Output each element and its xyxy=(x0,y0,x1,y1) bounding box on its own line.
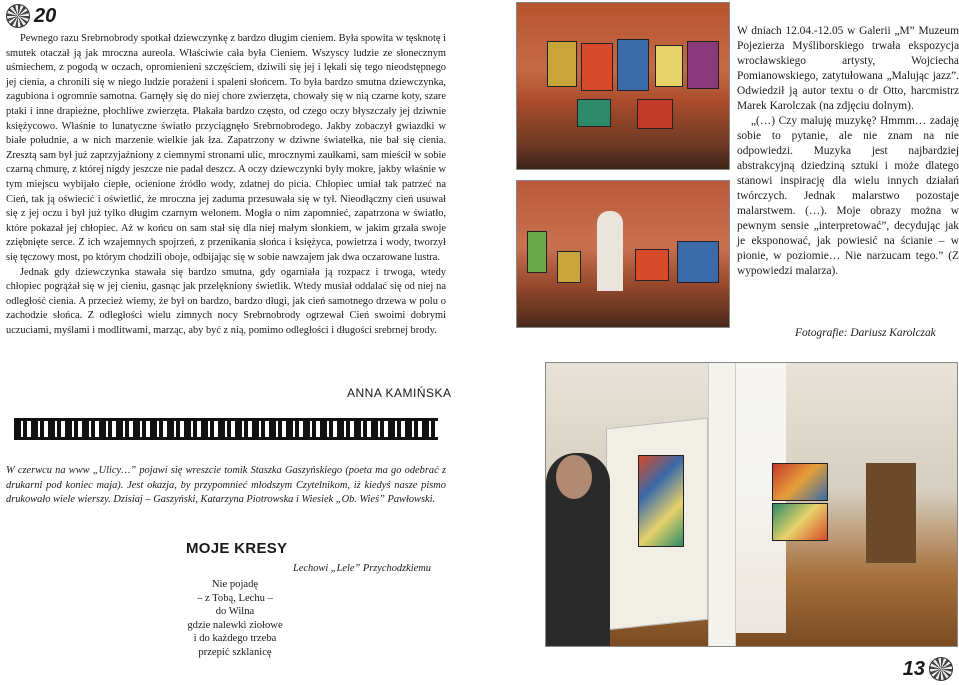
decorative-ornament-divider xyxy=(14,418,438,440)
page-number-left xyxy=(6,4,56,28)
story-author: ANNA KAMIŃSKA xyxy=(347,386,452,400)
poem-line: – z Tobą, Lechu – xyxy=(197,592,273,604)
poem-line: przepić szklanicę xyxy=(198,646,272,658)
page-number-text: 20 xyxy=(34,4,57,27)
gallery-photo-bottom xyxy=(545,362,958,647)
story-paragraph: Jednak gdy dziewczynka stawała się bardzo smutna, gdy ogarniała ją rozpacz i trwoga, wtedy chłopiec pogrążał się w jej cieniu, gasnąc jak przelękniony świetlik. Wtedy musiał oddalać się od niej na odległość cienia. A przecież wiemy, że był on bardzo, bardzo długi, jak cień samotnego drzewa w polu o zachodzie słońca. Z odległości wielu zimnych nocy Srebrnobrody ogrzewał Cień swoimi dobrymi uczuciami, myślami i modlitwami, marząc, aby być z nią, pomimo odległości i długości srebrnej brody. xyxy=(6,266,446,336)
poetry-intro: W czerwcu na www „Ulicy…” pojawi się wreszcie tomik Staszka Gaszyńskiego (poeta ma go odebrać z drukarni pod koniec maja). Jest okazja, by przypomnieć młodszym Czytelnikom, iż kiedyś nasze pismo drukowało wiele wierszy. Dzisiaj – Gaszyński, Katarzyna Piotrowska i Wiesiek „Ob. Wieś” Pawłowski. xyxy=(6,465,446,506)
poem-line: i do każdego trzeba xyxy=(193,633,277,645)
story-paragraph: Pewnego razu Srebrnobrody spotkał dziewczynkę z bardzo długim cieniem. Była spowita w tęsknotę i smutek otaczał ją jak mroczna aureola. Właściwie cała była Cieniem. Wszyscy ludzie ze słonecznym uśmiechem, z pogodą w oczach, opromienieni szczęściem, dziwili się jej i lękali się tego nieodstępnego jej cienia, a chronili się w niego ludzie porażeni i spaleni słońcem. To była bardzo smutna dziewczynka, zagubiona i ogromnie samotna. Garnęły się do niej chore zwierzęta, chowały się w nią czarne koty, szare ptaki i inne drapieżne, płochliwe zwierzęta. Płakała bardzo często, od czego oczy błyszczały jej dziwnie księżycowo. Właśnie to lunatyczne światło przyciągnęło Srebrnobrodego. Jakby zobaczył gwiazdki w białe południe, a w nich marzenie wielkie jak łza. Zapatrzony w dziwne światełka, nie bał się cienia. Zresztą sam był już zaprzyjaźniony z ciemnymi stronami ulic, mrocznymi zaułkami, sam mieścił w sobie czarną chmurę, z której nigdy jeszcze nie padał deszcz. A oczy dziewczynki były mokre, jakby właśnie w tym miejscu wybijało ciepłe, ocienione źródło wody, zdatnej do picia. Chłopiec umiał tak patrzeć na Cień, tak ją oświecić i oświetlić, że mroczna jej zaduma przesuwała się w tył. Nieodłączny cień usuwał się z jej oczu i był już tylko długim czarnym welonem. Mogła o nim zapomnieć, zapatrzona w światło, które pokazał jej chłopiec. Aż w końcu on sam stał się dla niej małym słonkiem, w jakim grzała swoje zziębnięte serce. Z ich wzajemnych spojrzeń, z przenikania słońca i księżyca, powietrza i wody, tworzył się tęczowy most, po którym chodzili oboje, odbijając się w sobie nawzajem jak dwa oczarowane lustra. xyxy=(6,33,446,263)
page-number-text: 13 xyxy=(902,657,925,680)
photo-credit: Fotografie: Dariusz Karolczak xyxy=(795,327,936,339)
article-paragraph: „(…) Czy maluję muzykę? Hmmm… zadaję sobie to pytanie, ale nie znam na nie odpowiedzi. Muzyka jest najbardziej abstrakcyjną dziedziną sztuki i może dlatego stanowi inspirację dla wielu innych działań twórczych. Jednak malarstwo pozostaje malarstwem. (…). Moje obrazy można w pewnym sensie „interpretować”, decydując jak je eksponować, jak powiesić na ścianie – w pionie, w poziomie… Nie narzucam tego.” (Z wypowiedzi malarza). xyxy=(737,115,959,277)
poem-dedication: Lechowi „Lele” Przychodzkiemu xyxy=(293,563,431,574)
magazine-logo-icon xyxy=(6,4,30,28)
gallery-photo-top xyxy=(516,2,730,170)
page-number-right xyxy=(903,657,953,681)
story-text xyxy=(6,32,446,338)
poem-body xyxy=(160,578,310,660)
gallery-photo-middle xyxy=(516,180,730,328)
poem-title: MOJE KRESY xyxy=(186,540,288,557)
poem-line: gdzie nalewki ziołowe xyxy=(187,619,283,631)
poem-line: do Wilna xyxy=(215,606,255,618)
poem-line: Nie pojadę xyxy=(211,579,259,590)
article-paragraph: W dniach 12.04.-12.05 w Galerii „M” Muzeum Pojezierza Myśliborskiego trwała ekspozycja wrocławskiego artysty, Wojciecha Pomianowskiego, zatytułowana „Malując jazz”. Odwiedził ją autor textu o dr Otto, harcmistrz Marek Karolczak (na zdjęciu dolnym). xyxy=(737,25,959,112)
exhibition-article xyxy=(737,24,959,279)
magazine-logo-icon xyxy=(929,657,953,681)
